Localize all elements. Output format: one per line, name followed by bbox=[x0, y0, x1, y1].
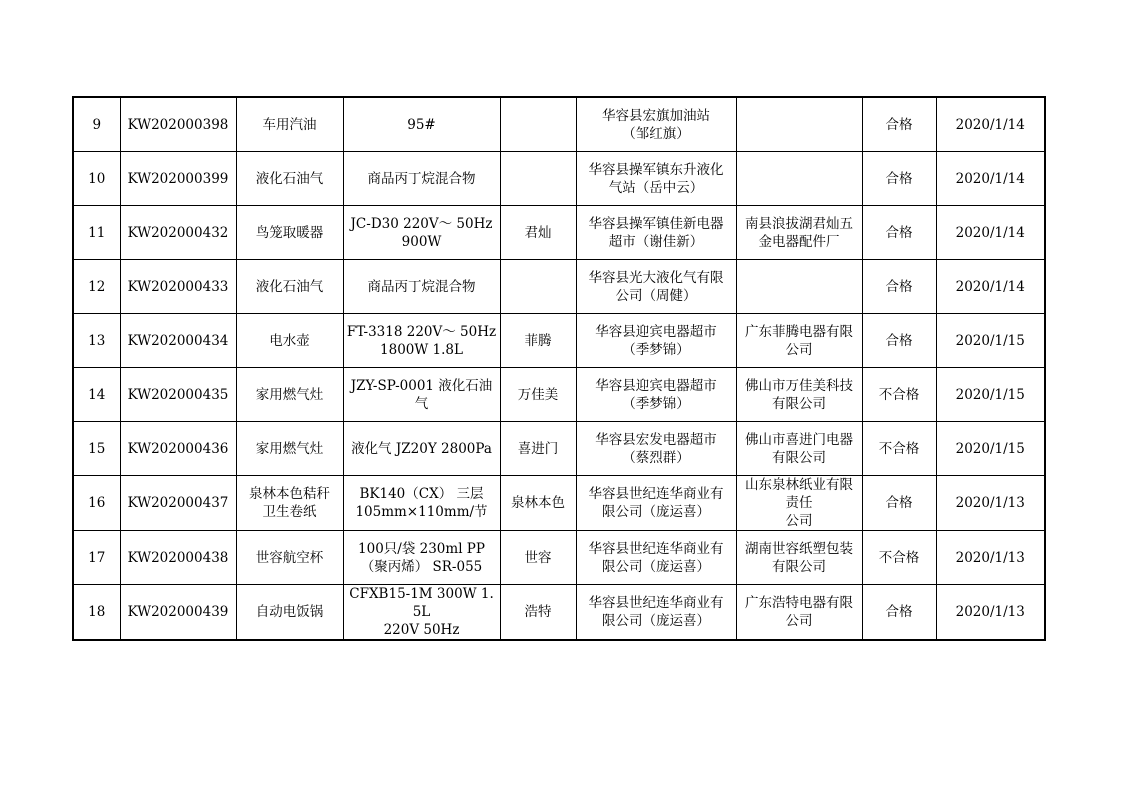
cell-brand: 喜进门 bbox=[500, 422, 576, 476]
cell-date: 2020/1/15 bbox=[936, 368, 1045, 422]
cell-spec: 100只/袋 230ml PP （聚丙烯） SR-055 bbox=[343, 531, 500, 585]
cell-brand: 世容 bbox=[500, 531, 576, 585]
cell-result: 不合格 bbox=[862, 422, 936, 476]
table-row bbox=[73, 585, 1045, 641]
cell-no: 15 bbox=[73, 422, 120, 476]
cell-spec: CFXB15-1M 300W 1.5L 220V 50Hz bbox=[343, 585, 500, 641]
cell-spec: JC-D30 220V～ 50Hz 900W bbox=[343, 206, 500, 260]
cell-no: 18 bbox=[73, 585, 120, 641]
cell-seller: 华容县世纪连华商业有 限公司（庞运喜） bbox=[576, 531, 736, 585]
cell-date: 2020/1/13 bbox=[936, 476, 1045, 531]
cell-result: 不合格 bbox=[862, 368, 936, 422]
cell-brand: 君灿 bbox=[500, 206, 576, 260]
cell-seller: 华容县操军镇佳新电器 超市（谢佳新） bbox=[576, 206, 736, 260]
cell-brand: 泉林本色 bbox=[500, 476, 576, 531]
cell-seller: 华容县世纪连华商业有 限公司（庞运喜） bbox=[576, 476, 736, 531]
cell-no: 11 bbox=[73, 206, 120, 260]
cell-no: 9 bbox=[73, 97, 120, 152]
cell-no: 10 bbox=[73, 152, 120, 206]
cell-spec: JZY-SP-0001 液化石油 气 bbox=[343, 368, 500, 422]
table-row bbox=[73, 206, 1045, 260]
cell-name: 自动电饭锅 bbox=[236, 585, 343, 641]
cell-code: KW202000435 bbox=[120, 368, 236, 422]
cell-result: 合格 bbox=[862, 476, 936, 531]
cell-brand bbox=[500, 260, 576, 314]
cell-brand bbox=[500, 152, 576, 206]
cell-date: 2020/1/13 bbox=[936, 531, 1045, 585]
cell-name: 泉林本色秸秆 卫生卷纸 bbox=[236, 476, 343, 531]
cell-seller: 华容县迎宾电器超市 （季梦锦） bbox=[576, 314, 736, 368]
cell-seller: 华容县迎宾电器超市 （季梦锦） bbox=[576, 368, 736, 422]
cell-result: 合格 bbox=[862, 314, 936, 368]
cell-maker: 佛山市万佳美科技 有限公司 bbox=[736, 368, 862, 422]
cell-brand: 浩特 bbox=[500, 585, 576, 641]
cell-name: 世容航空杯 bbox=[236, 531, 343, 585]
cell-code: KW202000432 bbox=[120, 206, 236, 260]
cell-code: KW202000399 bbox=[120, 152, 236, 206]
cell-spec: 商品丙丁烷混合物 bbox=[343, 260, 500, 314]
cell-spec: 液化气 JZ20Y 2800Pa bbox=[343, 422, 500, 476]
cell-seller: 华容县世纪连华商业有 限公司（庞运喜） bbox=[576, 585, 736, 641]
cell-no: 17 bbox=[73, 531, 120, 585]
cell-name: 鸟笼取暖器 bbox=[236, 206, 343, 260]
cell-maker: 山东泉林纸业有限 责任 公司 bbox=[736, 476, 862, 531]
cell-name: 家用燃气灶 bbox=[236, 368, 343, 422]
cell-code: KW202000439 bbox=[120, 585, 236, 641]
cell-code: KW202000433 bbox=[120, 260, 236, 314]
cell-date: 2020/1/13 bbox=[936, 585, 1045, 641]
cell-result: 不合格 bbox=[862, 531, 936, 585]
table-row bbox=[73, 476, 1045, 531]
cell-maker bbox=[736, 97, 862, 152]
cell-spec: BK140（CX） 三层 105mm×110mm/节 bbox=[343, 476, 500, 531]
cell-code: KW202000398 bbox=[120, 97, 236, 152]
cell-date: 2020/1/15 bbox=[936, 314, 1045, 368]
cell-brand bbox=[500, 97, 576, 152]
table-row bbox=[73, 368, 1045, 422]
cell-seller: 华容县光大液化气有限 公司（周健） bbox=[576, 260, 736, 314]
cell-name: 家用燃气灶 bbox=[236, 422, 343, 476]
cell-result: 合格 bbox=[862, 152, 936, 206]
cell-seller: 华容县操军镇东升液化 气站（岳中云） bbox=[576, 152, 736, 206]
cell-maker: 南县浪拔湖君灿五 金电器配件厂 bbox=[736, 206, 862, 260]
cell-date: 2020/1/15 bbox=[936, 422, 1045, 476]
cell-date: 2020/1/14 bbox=[936, 97, 1045, 152]
cell-result: 合格 bbox=[862, 97, 936, 152]
cell-result: 合格 bbox=[862, 585, 936, 641]
cell-code: KW202000437 bbox=[120, 476, 236, 531]
cell-code: KW202000436 bbox=[120, 422, 236, 476]
cell-brand: 菲腾 bbox=[500, 314, 576, 368]
cell-name: 液化石油气 bbox=[236, 260, 343, 314]
table-row bbox=[73, 422, 1045, 476]
cell-no: 13 bbox=[73, 314, 120, 368]
table-row bbox=[73, 531, 1045, 585]
cell-brand: 万佳美 bbox=[500, 368, 576, 422]
cell-maker bbox=[736, 152, 862, 206]
inspection-results-table bbox=[72, 96, 1046, 641]
cell-no: 16 bbox=[73, 476, 120, 531]
cell-spec: 95# bbox=[343, 97, 500, 152]
table-row bbox=[73, 152, 1045, 206]
table-row bbox=[73, 260, 1045, 314]
cell-seller: 华容县宏发电器超市 （蔡烈群） bbox=[576, 422, 736, 476]
cell-spec: FT-3318 220V～ 50Hz 1800W 1.8L bbox=[343, 314, 500, 368]
cell-result: 合格 bbox=[862, 260, 936, 314]
cell-date: 2020/1/14 bbox=[936, 260, 1045, 314]
cell-maker: 广东浩特电器有限 公司 bbox=[736, 585, 862, 641]
cell-name: 电水壶 bbox=[236, 314, 343, 368]
table-row bbox=[73, 97, 1045, 152]
cell-no: 14 bbox=[73, 368, 120, 422]
cell-date: 2020/1/14 bbox=[936, 206, 1045, 260]
cell-maker: 广东菲腾电器有限 公司 bbox=[736, 314, 862, 368]
table-row bbox=[73, 314, 1045, 368]
cell-maker: 佛山市喜进门电器 有限公司 bbox=[736, 422, 862, 476]
cell-maker: 湖南世容纸塑包装 有限公司 bbox=[736, 531, 862, 585]
cell-spec: 商品丙丁烷混合物 bbox=[343, 152, 500, 206]
cell-date: 2020/1/14 bbox=[936, 152, 1045, 206]
cell-no: 12 bbox=[73, 260, 120, 314]
cell-seller: 华容县宏旗加油站 （邹红旗） bbox=[576, 97, 736, 152]
cell-code: KW202000434 bbox=[120, 314, 236, 368]
cell-name: 车用汽油 bbox=[236, 97, 343, 152]
cell-name: 液化石油气 bbox=[236, 152, 343, 206]
cell-result: 合格 bbox=[862, 206, 936, 260]
cell-code: KW202000438 bbox=[120, 531, 236, 585]
table-body bbox=[73, 97, 1045, 640]
cell-maker bbox=[736, 260, 862, 314]
